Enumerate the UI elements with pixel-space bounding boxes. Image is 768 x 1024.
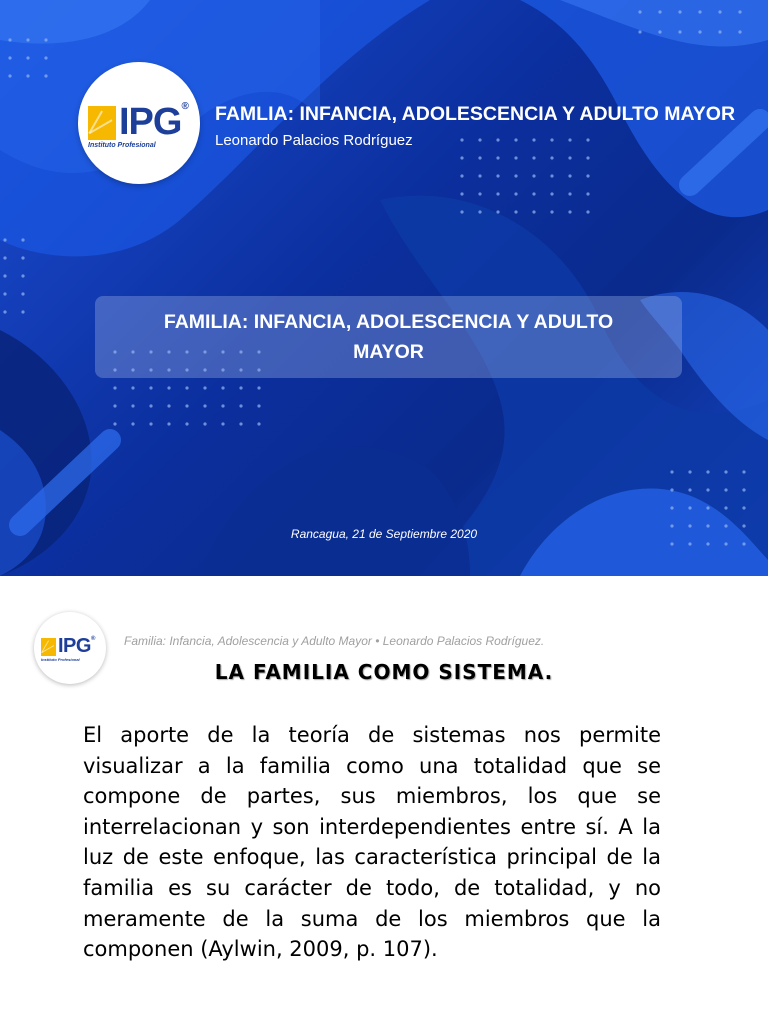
logo-wordmark: IPG — [119, 101, 182, 143]
registered-mark: ® — [90, 636, 96, 642]
content-slide — [0, 576, 768, 1024]
slide-heading: LA FAMILIA COMO SISTEMA. — [214, 660, 554, 684]
sun-icon — [41, 638, 56, 656]
slide-body-text: El aporte de la teoría de sistemas nos permite visualizar a la familia como una totalidad que se compone de partes, sus miembros, los que se interrelacionan y son interdependientes entre sí. A la luz de este enfoque, las característica principal de la familia es su carácter de todo, de totalidad, y no meramente de la suma de los miembros que la componen (Aylwin, 2009, p. 107). — [83, 723, 661, 962]
logo-wordmark: IPG — [58, 635, 91, 657]
ipg-logo — [88, 101, 189, 149]
presentation-title: FAMLIA: INFANCIA, ADOLESCENCIA Y ADULTO MAYOR — [215, 103, 736, 125]
title-box — [95, 296, 682, 378]
sun-icon — [88, 106, 116, 140]
title-box-text: FAMILIA: INFANCIA, ADOLESCENCIA Y ADULTO MAYOR — [163, 311, 614, 363]
registered-mark: ® — [181, 101, 189, 112]
ipg-logo-small — [41, 635, 96, 662]
logo-subtitle: Instituto Profesional — [41, 657, 80, 662]
logo-subtitle: Instituto Profesional — [88, 142, 156, 149]
slide-header: Familia: Infancia, Adolescencia y Adulto Mayor • Leonardo Palacios Rodríguez. — [124, 634, 545, 648]
presentation-date: Rancagua, 21 de Septiembre 2020 — [290, 527, 478, 541]
presentation-author: Leonardo Palacios Rodríguez — [215, 132, 413, 149]
